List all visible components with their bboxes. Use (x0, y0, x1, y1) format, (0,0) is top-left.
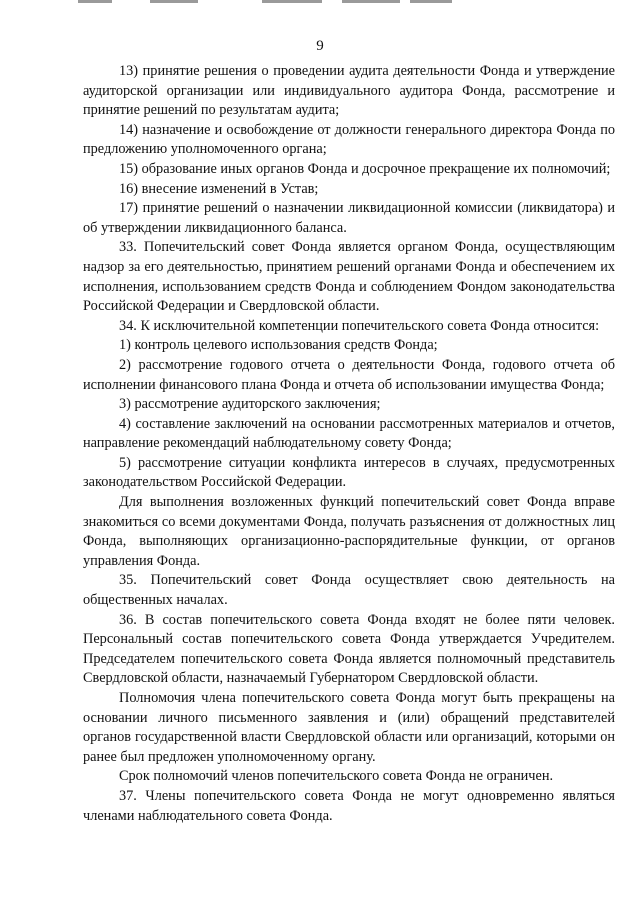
item-14: 14) назначение и освобождение от должности генерального директора Фонда по предложению уполномоченного органа; (83, 121, 615, 158)
page-number: 9 (316, 38, 324, 54)
scan-edge-marks (0, 0, 640, 6)
item-13: 13) принятие решения о проведении аудита деятельности Фонда и утверждение аудиторской организации или индивидуального аудитора Фонда, рассмотрение и принятие решений по результатам аудита; (83, 63, 615, 119)
clause-36-term: Срок полномочий членов попечительского совета Фонда не ограничен. (119, 768, 554, 785)
clause-33: 33. Попечительский совет Фонда является органом Фонда, осуществляющим надзор за его деятельностью, принятием решений органами Фонда и обеспечением их исполнения, использованием средств Фонда и соблюдением Фондом законодательства Российской Федерации и Свердловской области. (83, 239, 615, 315)
item-15: 15) образование иных органов Фонда и досрочное прекращение их полномочий; (119, 160, 611, 177)
document-body (83, 62, 615, 826)
clause-35: 35. Попечительский совет Фонда осуществляет свою деятельность на общественных началах. (83, 572, 615, 609)
clause-34-item-3: 3) рассмотрение аудиторского заключения; (119, 396, 381, 413)
item-17: 17) принятие решений о назначении ликвидационной комиссии (ликвидатора) и об утверждении ликвидационного баланса. (83, 200, 615, 236)
clause-34-rights: Для выполнения возложенных функций попечительский совет Фонда вправе знакомиться со всеми документами Фонда, получать разъяснения от должностных лиц Фонда, выполняющих организационно-распорядительные функции, от органов управления Фонда. (83, 494, 615, 569)
clause-34-item-2: 2) рассмотрение годового отчета о деятельности Фонда, годового отчета об исполнении финансового плана Фонда и отчета об использовании имущества Фонда; (83, 356, 615, 393)
clause-34: 34. К исключительной компетенции попечительского совета Фонда относится: (119, 317, 600, 334)
clause-36: 36. В состав попечительского совета Фонда входят не более пяти человек. Персональный состав попечительского совета Фонда утверждается Учредителем. Председателем попечительского совета Фонда является полномочный представитель Свердловской области, назначаемый Губернатором Свердловской области. (83, 611, 615, 687)
clause-34-item-1: 1) контроль целевого использования средств Фонда; (119, 337, 438, 354)
clause-37: 37. Члены попечительского совета Фонда не могут одновременно являться членами наблюдательного совета Фонда. (83, 787, 615, 824)
clause-36-termination: Полномочия члена попечительского совета Фонда могут быть прекращены на основании личного письменного заявления и (или) обращений представителей органов государственной власти Свердловской области или организаций, которыми он ранее был предложен уполномоченному органу. (83, 690, 615, 765)
clause-34-item-4: 4) составление заключений на основании рассмотренных материалов и отчетов, направление рекомендаций наблюдательному совету Фонда; (83, 415, 615, 452)
clause-34-item-5: 5) рассмотрение ситуации конфликта интересов в случаях, предусмотренных законодательством Российской Федерации. (83, 454, 615, 491)
item-16: 16) внесение изменений в Устав; (119, 180, 319, 197)
